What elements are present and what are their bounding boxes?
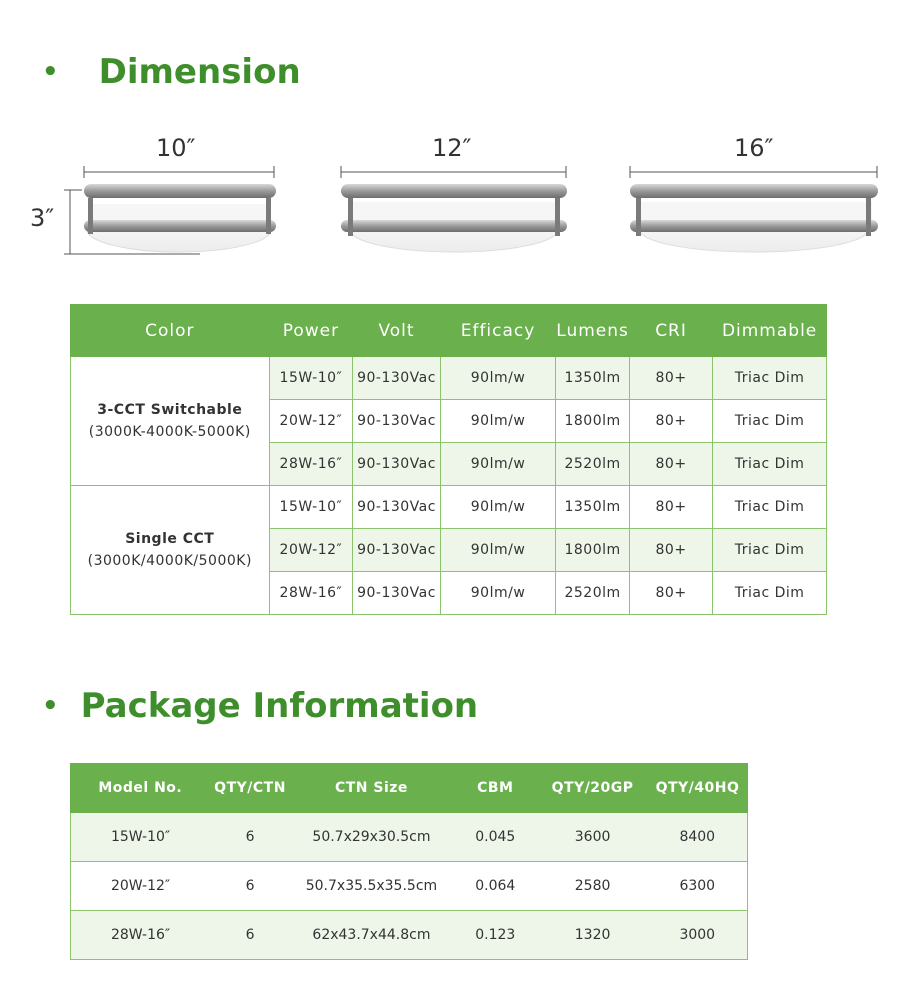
cell-cri: 80+ (629, 486, 712, 529)
cell-dimmable: Triac Dim (713, 357, 827, 400)
cell-ctn-size: 50.7x35.5x35.5cm (290, 862, 453, 911)
header-dimmable: Dimmable (713, 305, 827, 357)
cell-model-no: 20W-12″ (71, 862, 211, 911)
cell-qty-40hq: 8400 (648, 813, 748, 862)
group-sub: (3000K-4000K-5000K) (88, 424, 251, 440)
header-ctn-size: CTN Size (290, 764, 453, 813)
header-volt: Volt (353, 305, 441, 357)
cell-qty-40hq: 3000 (648, 911, 748, 960)
cell-volt: 90-130Vac (353, 529, 441, 572)
table-row (71, 862, 748, 911)
cell-lumens: 1800lm (556, 400, 630, 443)
header-model-no: Model No. (71, 764, 211, 813)
cell-cri: 80+ (629, 529, 712, 572)
cell-volt: 90-130Vac (353, 357, 441, 400)
cell-lumens: 1800lm (556, 529, 630, 572)
spec-table (70, 304, 827, 615)
cell-cri: 80+ (629, 400, 712, 443)
cell-volt: 90-130Vac (353, 486, 441, 529)
cell-power: 28W-16″ (269, 443, 353, 486)
cell-cri: 80+ (629, 572, 712, 615)
cell-qty-ctn: 6 (210, 862, 290, 911)
cell-volt: 90-130Vac (353, 443, 441, 486)
cell-qty-ctn: 6 (210, 813, 290, 862)
header-cri: CRI (629, 305, 712, 357)
section-title-package (42, 686, 478, 726)
header-color: Color (71, 305, 270, 357)
lamp-16-inch (630, 166, 878, 252)
table-row (71, 911, 748, 960)
package-table-header (71, 764, 748, 813)
cell-ctn-size: 62x43.7x44.8cm (290, 911, 453, 960)
cell-cbm: 0.064 (453, 862, 538, 911)
cell-model-no: 15W-10″ (71, 813, 211, 862)
cell-dimmable: Triac Dim (713, 572, 827, 615)
cell-qty-20gp: 2580 (538, 862, 648, 911)
table-row (71, 486, 827, 529)
cell-lumens: 1350lm (556, 486, 630, 529)
cell-lumens: 2520lm (556, 572, 630, 615)
cell-dimmable: Triac Dim (713, 486, 827, 529)
cell-lumens: 2520lm (556, 443, 630, 486)
cell-power: 28W-16″ (269, 572, 353, 615)
cell-lumens: 1350lm (556, 357, 630, 400)
cell-efficacy: 90lm/w (440, 443, 555, 486)
cell-efficacy: 90lm/w (440, 400, 555, 443)
cell-qty-20gp: 1320 (538, 911, 648, 960)
lamp-12-inch (341, 166, 567, 252)
cell-volt: 90-130Vac (353, 572, 441, 615)
header-qty-ctn: QTY/CTN (210, 764, 290, 813)
width-label-12: 12″ (432, 134, 472, 162)
height-label: 3″ (30, 204, 55, 232)
bullet-icon: • (42, 57, 59, 87)
lamp-10-inch (84, 166, 276, 252)
spec-table-header (71, 305, 827, 357)
cell-dimmable: Triac Dim (713, 400, 827, 443)
group-sub: (3000K/4000K/5000K) (87, 553, 252, 569)
cell-dimmable: Triac Dim (713, 529, 827, 572)
cell-qty-20gp: 3600 (538, 813, 648, 862)
cell-power: 20W-12″ (269, 529, 353, 572)
lamp-dimension-illustrations (0, 120, 900, 270)
cell-power: 20W-12″ (269, 400, 353, 443)
cell-efficacy: 90lm/w (440, 572, 555, 615)
width-label-16: 16″ (734, 134, 774, 162)
cell-cri: 80+ (629, 443, 712, 486)
cell-cri: 80+ (629, 357, 712, 400)
cell-ctn-size: 50.7x29x30.5cm (290, 813, 453, 862)
width-label-10: 10″ (156, 134, 196, 162)
table-row (71, 357, 827, 400)
package-table (70, 763, 748, 960)
cell-power: 15W-10″ (269, 486, 353, 529)
cell-efficacy: 90lm/w (440, 529, 555, 572)
cell-dimmable: Triac Dim (713, 443, 827, 486)
header-efficacy: Efficacy (440, 305, 555, 357)
header-qty-40hq: QTY/40HQ (648, 764, 748, 813)
cell-power: 15W-10″ (269, 357, 353, 400)
table-row (71, 813, 748, 862)
cell-efficacy: 90lm/w (440, 357, 555, 400)
cell-cbm: 0.045 (453, 813, 538, 862)
section-title-dimension (42, 52, 301, 92)
header-qty-20gp: QTY/20GP (538, 764, 648, 813)
group-name: 3-CCT Switchable (97, 402, 243, 418)
cell-qty-40hq: 6300 (648, 862, 748, 911)
dimension-title: Dimension (98, 52, 301, 92)
package-title: Package Information (80, 686, 479, 726)
cell-volt: 90-130Vac (353, 400, 441, 443)
cell-cbm: 0.123 (453, 911, 538, 960)
cell-model-no: 28W-16″ (71, 911, 211, 960)
header-power: Power (269, 305, 353, 357)
bullet-icon: • (42, 691, 59, 721)
header-lumens: Lumens (556, 305, 630, 357)
cell-qty-ctn: 6 (210, 911, 290, 960)
cell-efficacy: 90lm/w (440, 486, 555, 529)
group-name: Single CCT (125, 531, 215, 547)
group-cell-single-cct (71, 486, 270, 615)
header-cbm: CBM (453, 764, 538, 813)
group-cell-3cct (71, 357, 270, 486)
